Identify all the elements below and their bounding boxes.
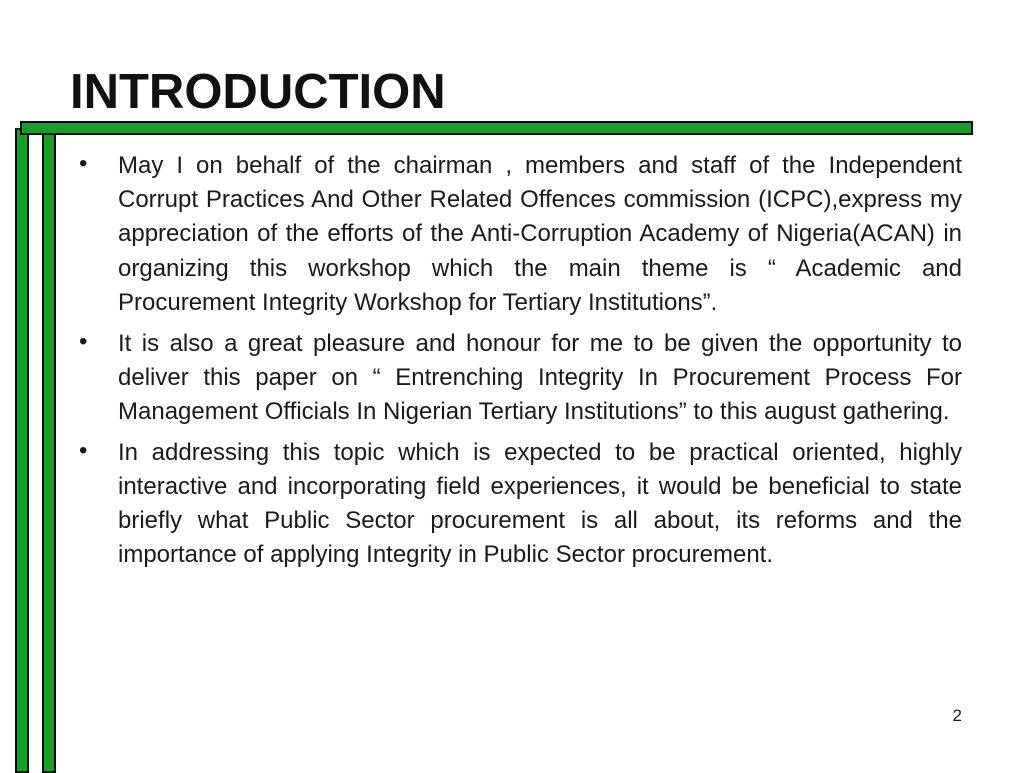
bullet-item [76, 436, 962, 573]
bullet-text: In addressing this topic which is expected to be practical oriented, highly interactive and incorporating field experiences, it would be beneficial to state briefly what Public Sector procurement is all about, its reforms and the importance of applying Integrity in Public Sector procurement. [118, 438, 962, 569]
bullet-icon: • [79, 150, 88, 177]
page-number: 2 [952, 706, 962, 725]
bullet-list [76, 149, 962, 579]
bullet-text: May I on behalf of the chairman , members and staff of the Independent Corrupt Practices And Other Related Offences commission (ICPC),express my appreciation of the efforts of the Anti-Corruption Academy of Nigeria(ACAN) in organizing this workshop which the main theme is “ Academic and Procurement Integrity Workshop for Tertiary Institutions”. [118, 152, 962, 316]
slide-title: INTRODUCTION [70, 65, 446, 119]
bullet-item [76, 149, 962, 320]
bullet-item [76, 327, 962, 430]
bullet-text: It is also a great pleasure and honour for me to be given the opportunity to deliver this paper on “ Entrenching Integrity In Procurement Process For Management Officials In Nigerian Tertiary Institutions” to this august gathering. [118, 329, 962, 425]
bullet-icon: • [79, 327, 88, 355]
left-accent-bar-inner [42, 128, 56, 773]
left-accent-bar-outer [15, 128, 29, 773]
bullet-icon: • [79, 436, 88, 464]
title-underline-bar [20, 121, 973, 135]
